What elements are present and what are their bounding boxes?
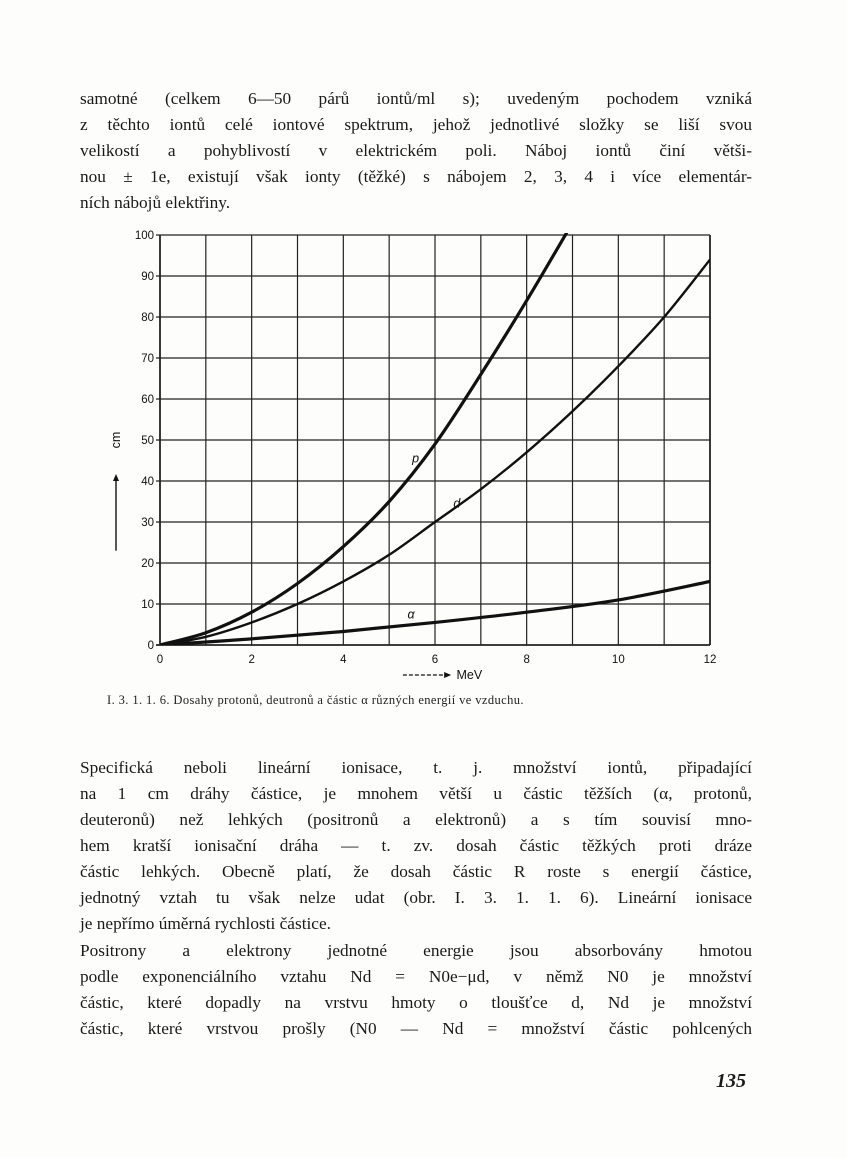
y-tick-label: 70 [141,353,154,365]
x-axis-label: MeV [456,668,483,682]
series-line-p [160,223,573,645]
text-line: jednotný vztah tu však nelze udat (obr. I. 3. 1. 1. 6). Lineární ionisace [80,888,752,907]
text-line: podle exponenciálního vztahu Nd = N0e−μd, v němž N0 je množství [80,967,752,986]
series-label: α [407,607,415,622]
text-line: hem kratší ionisační dráha — t. zv. dosah částic těžkých proti dráze [80,836,752,855]
y-tick-label: 100 [134,230,154,242]
y-tick-label: 0 [147,640,154,652]
y-axis-label: cm [109,431,123,449]
text-line: částic, které vrstvou prošly (N0 — Nd = množství částic pohlcených [80,1019,752,1038]
y-tick-label: 30 [141,517,154,529]
y-tick-label: 20 [141,558,154,570]
text-line: deuteronů) než lehkých (positronů a elektronů) a s tím souvisí mno- [80,810,752,829]
x-tick-label: 0 [156,654,164,666]
text-line: Specifická neboli lineární ionisace, t. j. množství iontů, připadající [80,758,752,777]
text-line: Positrony a elektrony jednotné energie jsou absorbovány hmotou [80,941,752,960]
paragraph-2 [80,755,752,937]
figure-caption: I. 3. 1. 1. 6. Dosahy protonů, deutronů a částic α různých energií ve vzduchu. [107,693,524,707]
x-tick-label: 2 [248,654,255,666]
page-number: 135 [716,1070,746,1092]
text-line: na 1 cm dráhy částice, je mnohem větší u částic těžších (α, protonů, [80,784,752,803]
text-line: částic, které dopadly na vrstvu hmoty o tloušťce d, Nd je množství [80,993,752,1012]
y-tick-label: 90 [141,271,154,283]
range-energy-chart [100,222,730,682]
y-tick-label: 80 [141,312,154,324]
series-label: d [453,496,461,511]
text-line: samotné (celkem 6—50 párů iontů/ml s); uvedeným pochodem vzniká [80,89,752,108]
x-tick-label: 8 [523,654,530,666]
y-tick-label: 10 [141,599,154,611]
y-tick-label: 50 [141,435,154,447]
text-line: nou ± 1e, existují však ionty (těžké) s nábojem 2, 3, 4 i více elementár- [80,167,752,186]
text-line: ních nábojů elektřiny. [80,193,231,212]
x-tick-label: 10 [611,654,625,666]
text-line: je nepřímo úměrná rychlosti částice. [80,914,331,933]
y-tick-label: 40 [141,476,154,488]
text-line: z těchto iontů celé iontové spektrum, jehož jednotlivé složky se liší svou [80,115,752,134]
x-axis-arrowhead [444,672,451,678]
paragraph-1 [80,86,752,216]
x-tick-label: 6 [431,654,439,666]
y-axis-arrowhead [113,474,119,481]
text-line: částic lehkých. Obecně platí, že dosah částic R roste s energií částice, [80,862,752,881]
paragraph-3 [80,938,752,1042]
series-label: p [412,451,420,466]
x-tick-label: 12 [703,654,717,666]
text-line: velikostí a pohyblivostí v elektrickém poli. Náboj iontů činí větši- [80,141,752,160]
x-tick-label: 4 [340,654,347,666]
y-tick-label: 60 [141,394,154,406]
